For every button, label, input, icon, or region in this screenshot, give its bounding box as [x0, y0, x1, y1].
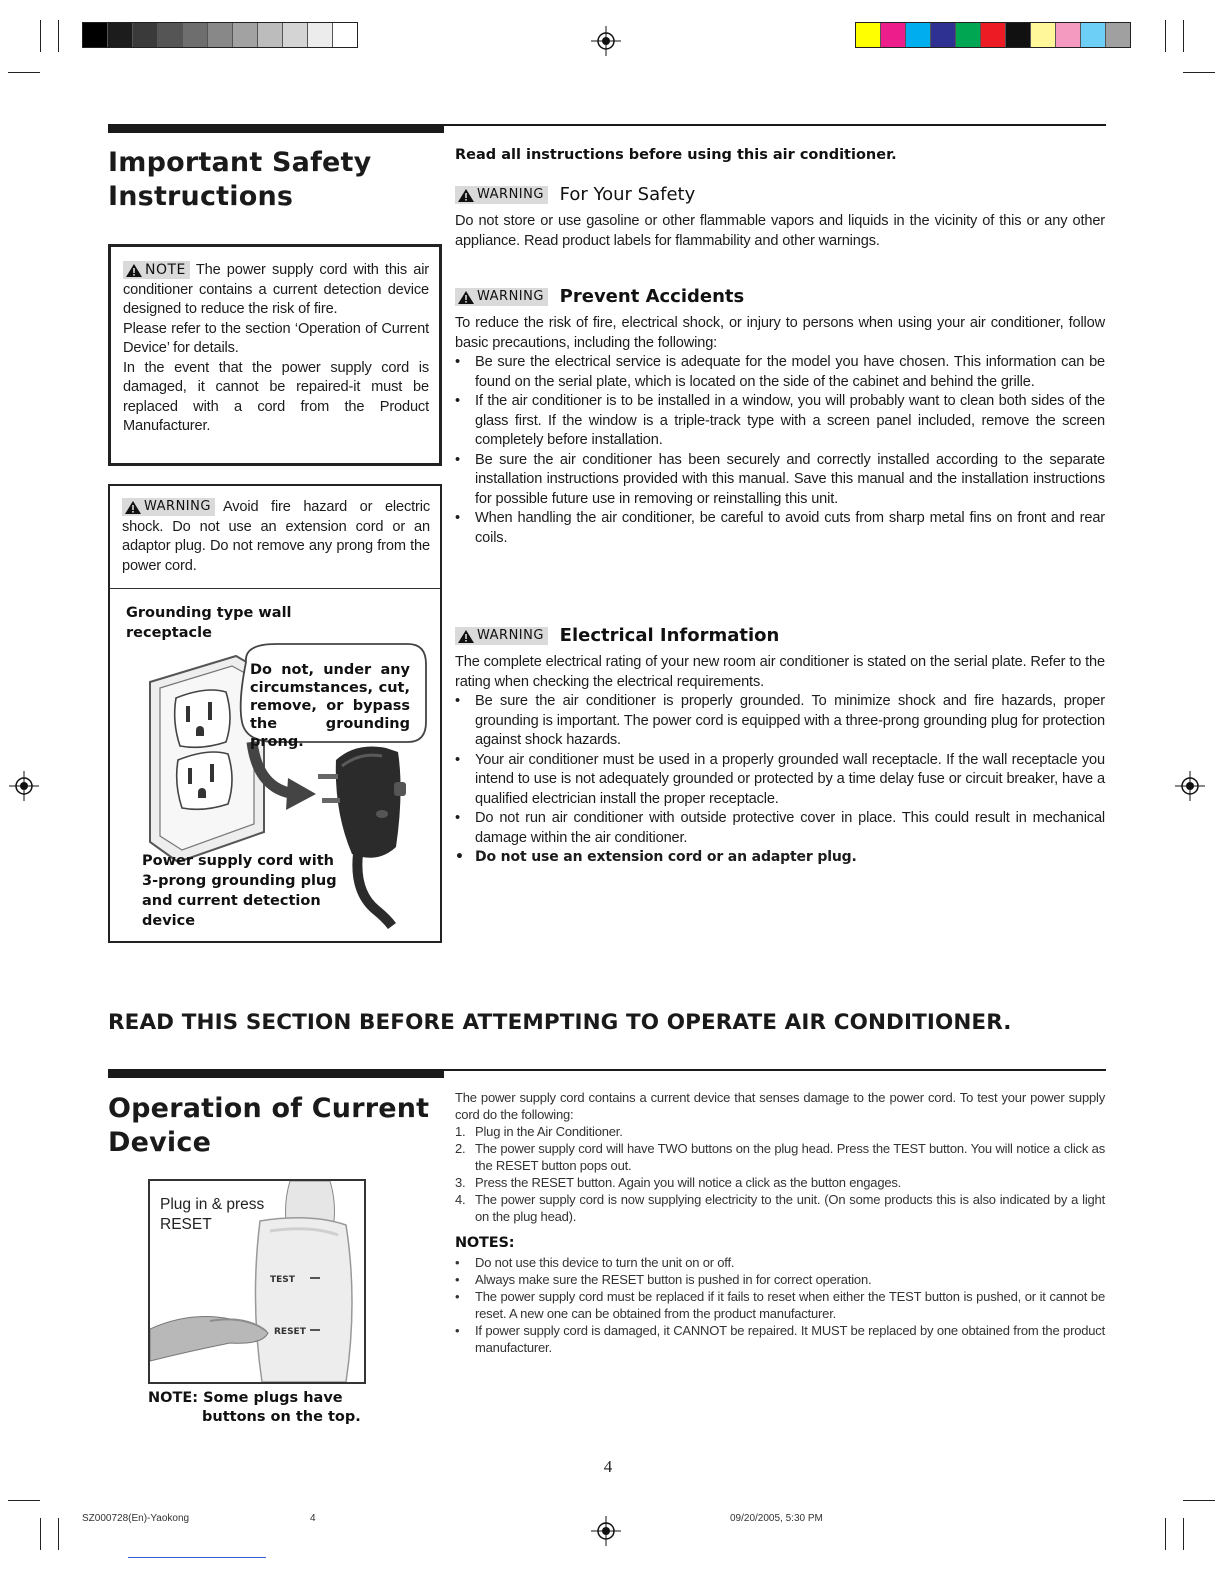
section-heading-text: Electrical Information: [559, 625, 780, 646]
step-number: 1.: [455, 1124, 466, 1139]
photo-note-line: NOTE: Some plugs have: [148, 1390, 343, 1406]
warning-badge: [455, 627, 548, 645]
color-swatch: [258, 23, 283, 47]
section-title: [108, 1092, 438, 1160]
section-heading-text: Prevent Accidents: [559, 286, 745, 307]
list-item: • Be sure the electrical service is adequate for the model you have chosen. This information can be found on the serial plate, which is located on the side of the cabinet and behind the grille.: [455, 353, 1105, 392]
note-text: In the event that the power supply cord is damaged, it cannot be repaired-it must be replaced with a cord from the Product Manufacturer.: [123, 359, 429, 434]
warning-triangle-icon: [457, 629, 475, 644]
warning-triangle-icon: [457, 290, 475, 305]
warning-box: [108, 484, 442, 943]
color-swatch: [856, 23, 881, 47]
color-swatch: [283, 23, 308, 47]
color-swatch: [1031, 23, 1056, 47]
list-item: • When handling the air conditioner, be careful to avoid cuts from sharp metal fins on front and rear coils.: [455, 509, 1105, 548]
color-swatch: [233, 23, 258, 47]
section-prevent-accidents: [455, 286, 1105, 548]
crop-mark: [1165, 20, 1166, 52]
warning-triangle-icon: [124, 500, 142, 515]
section-electrical-information: [455, 625, 1105, 868]
color-swatch: [208, 23, 233, 47]
section-rule-thin: [444, 124, 1106, 126]
warning-badge: [455, 186, 548, 204]
color-swatch: [1106, 23, 1130, 47]
crop-mark: [1183, 72, 1215, 73]
step-item: [455, 1191, 1105, 1225]
note-badge-label: NOTE: [145, 262, 186, 279]
bullet-list: [455, 353, 1105, 548]
list-item: • Always make sure the RESET button is pushed in for correct operation.: [455, 1271, 1105, 1288]
warning-badge-label: WARNING: [477, 628, 544, 643]
crop-mark: [1183, 1518, 1184, 1550]
section-heading: [455, 286, 1105, 307]
list-item: • Your air conditioner must be used in a properly grounded wall receptacle. If the wall receptacle you intend to use is not adequately grounded or protected by a time delay fuse or circuit breaker, have a qualified electrician install the proper receptacle.: [455, 751, 1105, 810]
list-item: • Do not use this device to turn the unit on or off.: [455, 1254, 1105, 1271]
list-item: • If power supply cord is damaged, it CANNOT be repaired. It MUST be replaced by one obtained from the product manufacturer.: [455, 1322, 1105, 1356]
warning-badge: [122, 498, 215, 516]
color-swatch: [981, 23, 1006, 47]
photo-label: Plug in & press RESET: [160, 1196, 265, 1233]
warning-text: Avoid fire hazard or electric shock. Do not use an extension cord or an adaptor plug. Do not remove any prong from the power cord.: [122, 499, 430, 574]
title-line: Device: [108, 1127, 212, 1158]
steps-list: [455, 1123, 1105, 1225]
step-text: The power supply cord is now supplying electricity to the unit. (On some products this is also indicated by a light on the plug head).: [475, 1192, 1105, 1224]
list-item-bold: • Do not use an extension cord or an adapter plug.: [455, 848, 1105, 868]
warning-badge: [455, 288, 548, 306]
safety-title: [108, 146, 438, 214]
color-swatch: [333, 23, 357, 47]
step-number: 2.: [455, 1141, 466, 1156]
crop-mark: [40, 1518, 41, 1550]
registration-mark-icon: [591, 1516, 621, 1546]
warning-triangle-icon: [457, 188, 475, 203]
section-heading: [455, 184, 1105, 205]
list-item: • Be sure the air conditioner has been securely and correctly installed according to the separate installation instructions provided with this manual. Save this manual and the installation instructions for possible future use in removing or reinstalling this unit.: [455, 451, 1105, 510]
crop-mark: [8, 72, 40, 73]
color-swatch: [83, 23, 108, 47]
color-swatch: [108, 23, 133, 47]
color-swatch: [133, 23, 158, 47]
color-swatch: [1056, 23, 1081, 47]
page-number: 4: [603, 1457, 613, 1476]
note-box: [108, 244, 442, 466]
figure-callout: Do not, under any circumstances, cut, remove, or bypass the grounding prong.: [250, 662, 410, 750]
color-swatch: [158, 23, 183, 47]
title-line: Instructions: [108, 181, 294, 212]
step-item: [455, 1174, 1105, 1191]
section-body: Do not store or use gasoline or other flammable vapors and liquids in the vicinity of this or any other appliance. Read product labels for flammability and other warnings.: [455, 213, 1105, 249]
figure-label-cord: Power supply cord with 3-prong grounding plug and current detection device: [142, 853, 337, 929]
crop-mark: [1183, 1500, 1215, 1501]
operation-intro: The power supply cord contains a current device that senses damage to the power cord. To test your power supply cord do the following:: [455, 1090, 1105, 1122]
warning-badge-label: WARNING: [144, 499, 211, 515]
color-swatch: [1006, 23, 1031, 47]
crop-mark: [58, 1518, 59, 1550]
note-badge: [123, 261, 190, 279]
color-swatch: [906, 23, 931, 47]
footer-job-id: SZ000728(En)-Yaokong: [82, 1513, 190, 1524]
step-number: 4.: [455, 1192, 466, 1207]
color-swatch: [931, 23, 956, 47]
footer-underline: [128, 1557, 266, 1558]
operation-content: [455, 1089, 1105, 1356]
crop-mark: [1183, 20, 1184, 52]
list-item: • The power supply cord must be replaced if it fails to reset when either the TEST button is pushed, or it cannot be reset. A new one can be obtained from the product manufacturer.: [455, 1288, 1105, 1322]
footer-page: 4: [310, 1513, 316, 1524]
step-item: [455, 1140, 1105, 1174]
warning-badge-label: WARNING: [477, 187, 544, 202]
section-rule-thick: [108, 124, 444, 133]
divider: [110, 588, 440, 589]
color-swatch: [183, 23, 208, 47]
list-item: • Be sure the air conditioner is properly grounded. To minimize shock and fire hazards, proper grounding is important. The power cord is equipped with a three-prong grounding plug for protection against shock hazards.: [455, 692, 1105, 751]
crop-mark: [58, 20, 59, 52]
note-content: [123, 261, 429, 437]
color-swatch: [1081, 23, 1106, 47]
registration-mark-icon: [591, 26, 621, 56]
bullet-list: [455, 692, 1105, 868]
registration-mark-icon: [1175, 771, 1205, 801]
note-text: The power supply cord with this air conditioner contains a current detection device designed to reduce the risk of fire.: [123, 262, 429, 317]
list-item: • If the air conditioner is to be installed in a window, you will probably want to clean both sides of the glass first. If the window is a triple-track type with a screen panel included, remove the screen completely before installation.: [455, 392, 1105, 451]
crop-mark: [8, 1500, 40, 1501]
step-number: 3.: [455, 1175, 466, 1190]
crop-mark: [40, 20, 41, 52]
test-button-label: TEST: [270, 1275, 295, 1285]
step-text: Plug in the Air Conditioner.: [475, 1124, 623, 1139]
operation-title: [108, 1092, 438, 1160]
section-body: [455, 653, 1105, 868]
reset-photo: [148, 1179, 366, 1384]
read-section-banner: READ THIS SECTION BEFORE ATTEMPTING TO OPERATE AIR CONDITIONER.: [108, 1010, 1012, 1035]
gray-calibration-bar: [82, 22, 358, 48]
list-item: • Do not run air conditioner with outside protective cover in place. This could result in mechanical damage within the air conditioner.: [455, 809, 1105, 848]
section-rule-thin: [444, 1069, 1106, 1071]
section-for-your-safety: [455, 184, 1105, 251]
color-swatch: [881, 23, 906, 47]
color-swatch: [308, 23, 333, 47]
note-text: Please refer to the section ‘Operation of Current Device’ for details.: [123, 320, 429, 356]
step-text: Press the RESET button. Again you will notice a click as the button engages.: [475, 1175, 902, 1190]
section-body: [455, 314, 1105, 548]
photo-note: [148, 1389, 398, 1427]
warning-badge-label: WARNING: [477, 289, 544, 304]
step-text: The power supply cord will have TWO buttons on the plug head. Press the TEST button. You will notice a click as the RESET button pops out.: [475, 1141, 1105, 1173]
reset-button-label: RESET: [274, 1327, 306, 1337]
section-intro: The complete electrical rating of your new room air conditioner is stated on the serial plate. Refer to the rating when checking the electrical requirements.: [455, 654, 1105, 690]
photo-note-line: buttons on the top.: [202, 1409, 361, 1425]
page-title: [108, 146, 438, 214]
step-item: [455, 1123, 1105, 1140]
title-line: Important Safety: [108, 147, 372, 178]
section-rule-thick: [108, 1069, 444, 1078]
color-swatch: [956, 23, 981, 47]
notes-list: [455, 1254, 1105, 1356]
section-heading: [455, 625, 1105, 646]
title-line: Operation of Current: [108, 1093, 430, 1124]
section-intro: To reduce the risk of fire, electrical shock, or injury to persons when using your air conditioner, follow basic precautions, including the following:: [455, 315, 1105, 351]
color-calibration-bar: [855, 22, 1131, 48]
footer-datetime: 09/20/2005, 5:30 PM: [730, 1513, 823, 1524]
warning-triangle-icon: [125, 263, 143, 278]
crop-mark: [1165, 1518, 1166, 1550]
figure-label-receptacle: Grounding type wall receptacle: [126, 605, 292, 641]
notes-heading: NOTES:: [455, 1235, 515, 1251]
intro-text: Read all instructions before using this air conditioner.: [455, 147, 897, 163]
section-heading-text: For Your Safety: [559, 184, 696, 205]
registration-mark-icon: [9, 771, 39, 801]
warning-content: [122, 498, 430, 576]
